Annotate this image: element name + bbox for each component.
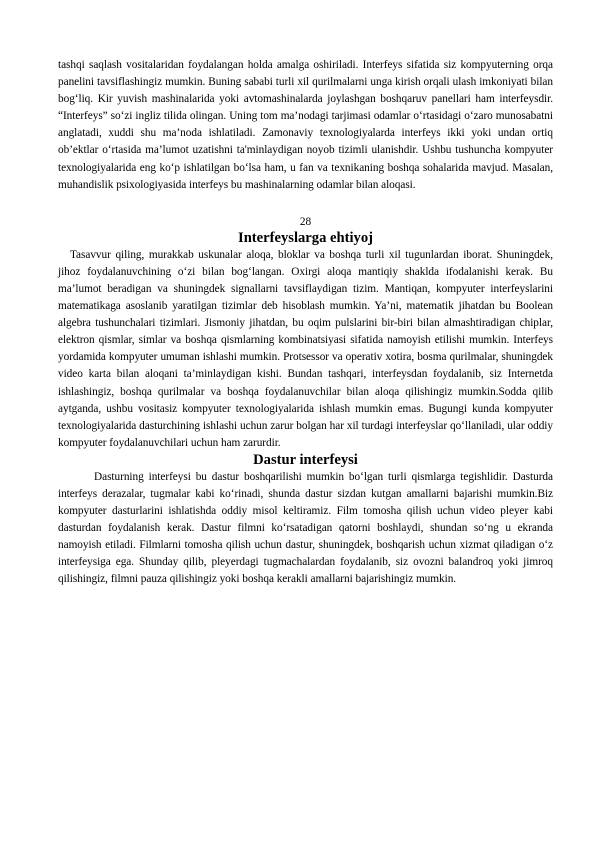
- section-heading-interface-needs: Interfeyslarga ehtiyoj: [238, 229, 373, 246]
- interface-needs-paragraph: Tasavvur qiling, murakkab uskunalar aloqa, bloklar va boshqa turli xil tugunlardan iborat. Shuningdek, jihoz foydalanuvchining o‘zi bilan bog‘langan. Oxirgi aloqa mantiqiy shaklda ifodalanishi kerak. Bu ma’lumot beradigan va shuningdek signallarni tavsiflaydigan tizim. Mantiqan, kompyuter interfeyslarini matematikaga asoslanib yaratilgan tizimlar deb hisoblash mumkin. Ya’ni, matematik jihatdan bu Boolean algebra tushunchalari tizimlari. Jismoniy jihatdan, bu oqim pulslarini bir-biri bilan almashtiradigan chiplar, elektron qismlar, simlar va boshqa qismlarning kombinatsiyasi sifatida namoyish etilishi mumkin. Interfeys yordamida kompyuter umuman ishlashi mumkin. Protsessor va operativ xotira, bosma qurilmalar, shuningdek video karta bilan aloqani ta’minlaydigan kishi. Bundan tashqari, interfeysdan foydalanib, siz Internetda ishlashingiz, boshqa qurilmalar va boshqa foydalanuvchilar bilan aloqa qilishingiz mumkin.Sodda qilib aytganda, ushbu vositasiz kompyuter texnologiyalarida ishlash mumkin emas. Bugungi kunda kompyuter texnologiyalarida dasturchining ishlashi uchun zarur bolgan har xil turdagi interfeyslar qo‘llaniladi, ular oddiy kompyuter foydalanuvchilari uchun ham zarurdir.: [58, 248, 553, 449]
- page-number: 28: [299, 215, 312, 228]
- program-interface-paragraph: Dasturning interfeysi bu dastur boshqarilishi mumkin bo‘lgan turli qismlarga tegishlidir. Dasturda interfeys derazalar, tugmalar kabi ko‘rinadi, shunda dastur sizdan kutgan amallarni bajarishi mumkin.Biz kompyuter dasturlarini ishlatishda oddiy misol keltiramiz. Film tomosha qilish uchun video pleyer kabi dasturdan foydalanish kerak. Dastur filmni ko‘rsatadigan qatorni boshlaydi, shundan so‘ng u ekranda namoyish etiladi. Filmlarni tomosha qilish uchun dastur, shuningdek, boshqarish uchun xizmat qiladigan o‘z interfeysiga ega. Shunday qilib, pleyerdagi tugmachalardan foydalanib, siz ovozni balandroq yoki jimroq qilishingiz, filmni pauza qilishingiz yoki boshqa kerakli amallarni bajarishingiz mumkin.: [58, 470, 553, 586]
- section-heading-program-interface: Dastur interfeysi: [253, 451, 358, 468]
- document-page: [58, 57, 553, 589]
- intro-paragraph: tashqi saqlash vositalaridan foydalangan holda amalga oshiriladi. Interfeys sifatida siz kompyuterning orqa panelini tavsiflashingiz mumkin. Buning sababi turli xil qurilmalarni unga kirish orqali ulash imkoniyati bilan bog‘liq. Kir yuvish mashinalarida yoki avtomashinalarda joylashgan boshqaruv panellari ham interfeysdir. “Interfeys” so‘zi ingliz tilida olingan. Uning tom ma’nodagi tarjimasi odamlar o‘rtasidagi o‘zaro munosabatni anglatadi, xuddi shu ma’noda ishlatiladi. Zamonaviy texnologiyalarda interfeys ikki yoki undan ortiq ob’ektlar o‘rtasida ma’lumot uzatishni ta'minlaydigan noyob tizimli ulanishdir. Ushbu tushuncha kompyuter texnologiyalarida eng ko‘p ishlatilgan bo‘lsa ham, u fan va texnikaning boshqa sohalarida mavjud. Masalan, muhandislik psixologiyasida interfeys bu mashinalarning odamlar bilan aloqasi.: [58, 59, 553, 191]
